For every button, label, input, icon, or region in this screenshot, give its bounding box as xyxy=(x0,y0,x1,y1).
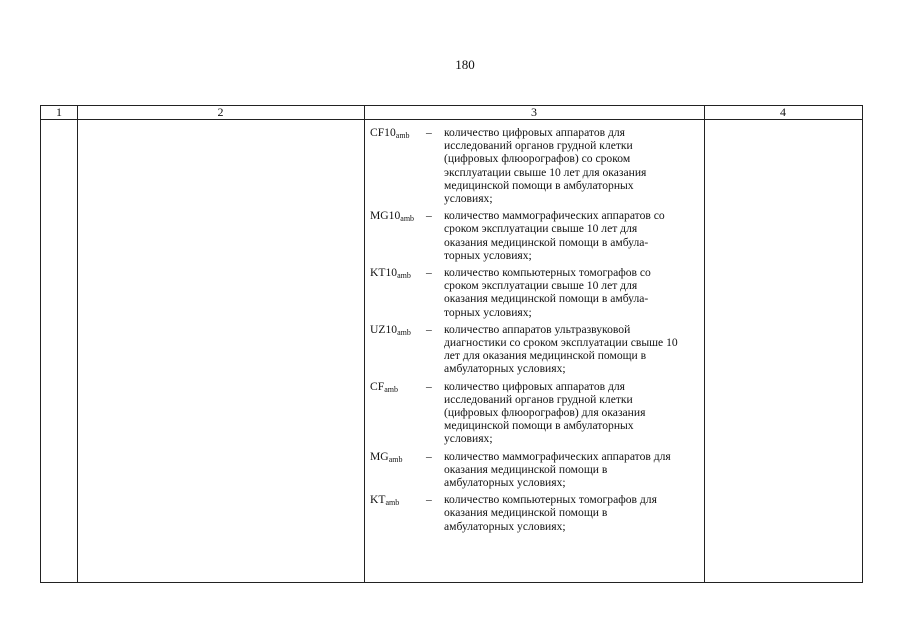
definition-item xyxy=(370,380,700,446)
definition-list xyxy=(370,126,700,537)
term-symbol: $UZ10_{amb}$ xyxy=(370,322,411,337)
dash-separator: – xyxy=(426,322,432,336)
dash-separator: – xyxy=(426,266,432,280)
definition-item xyxy=(370,126,700,205)
term-description: количество компьютерных томографов со сроком эксплуатации свыше 10 лет для оказания медицинской помощи в амбула-торных условиях; xyxy=(444,266,651,319)
column-header-1: 1 xyxy=(56,105,62,119)
term-symbol: $MG10_{amb}$ xyxy=(370,209,415,224)
column-header-2: 2 xyxy=(217,105,224,119)
document-table xyxy=(40,105,863,583)
term-symbol: $CF10_{amb}$ xyxy=(370,126,410,140)
dash-separator: – xyxy=(426,126,432,139)
column-divider xyxy=(77,106,78,582)
page-number: 180 xyxy=(455,57,475,72)
column-divider xyxy=(364,106,365,582)
term-description: количество маммографических аппаратов для оказания медицинской помощи в амбулаторных условиях; xyxy=(444,449,671,490)
term-symbol: $MG_{amb}$ xyxy=(370,449,403,464)
term-description: количество маммографических аппаратов со сроком эксплуатации свыше 10 лет для оказания медицинской помощи в амбула-торных условиях; xyxy=(444,209,665,262)
term-description: количество аппаратов ультразвуковой диагностики со сроком эксплуатации свыше 10 лет для оказания медицинской помощи в амбулаторных условиях; xyxy=(444,322,678,376)
term-description: количество цифровых аппаратов для исследований органов грудной клетки (цифровых флюорографов) для оказания медицинской помощи в амбулаторных условиях; xyxy=(444,379,646,446)
dash-separator: – xyxy=(426,209,432,223)
term-symbol: $KT_{amb}$ xyxy=(370,493,400,508)
definition-item xyxy=(370,323,700,376)
term-description: количество компьютерных томографов для оказания медицинской помощи в амбулаторных условиях; xyxy=(444,493,657,533)
dash-separator: – xyxy=(426,379,432,393)
column-header-3: 3 xyxy=(531,105,537,119)
column-divider xyxy=(704,106,705,582)
dash-separator: – xyxy=(426,449,432,463)
definition-item xyxy=(370,493,700,533)
dash-separator: – xyxy=(426,493,432,507)
definition-item xyxy=(370,209,700,262)
definition-item xyxy=(370,450,700,490)
term-symbol: $KT10_{amb}$ xyxy=(370,266,411,281)
column-header-4: 4 xyxy=(780,105,786,119)
term-description: количество цифровых аппаратов для исследований органов грудной клетки (цифровых флюорографов) со сроком эксплуатации свыше 10 лет для оказания медицинской помощи в амбулаторных условиях; xyxy=(444,126,647,206)
term-symbol: $CF_{amb}$ xyxy=(370,379,398,394)
definition-item xyxy=(370,266,700,319)
